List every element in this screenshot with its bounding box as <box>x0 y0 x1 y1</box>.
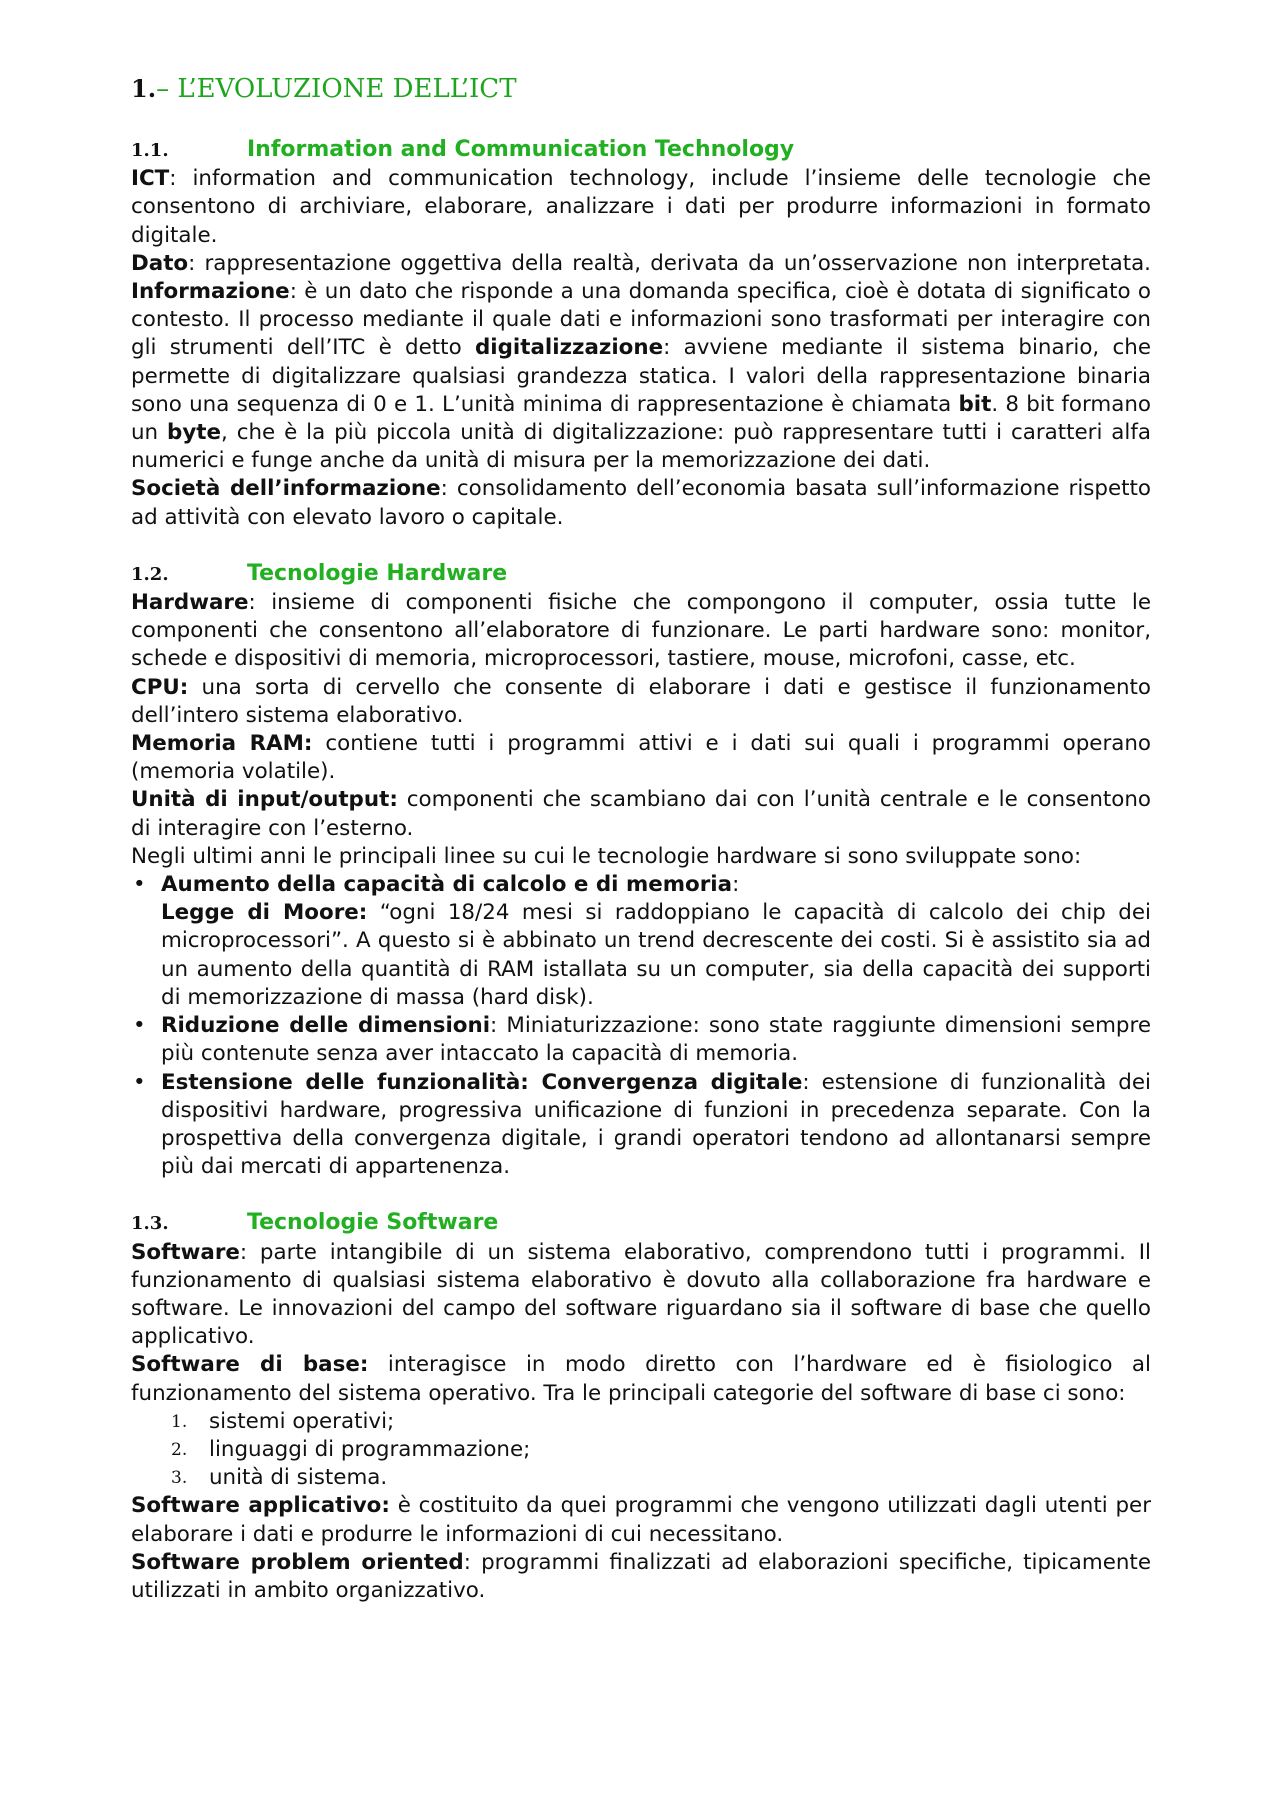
text-ram: contiene tutti i programmi attivi e i dati sui quali i programmi operano (memoria volatile). <box>131 731 1151 785</box>
list-item <box>171 1464 1151 1492</box>
text-informazione: : è un dato che risponde a una domanda specifica, cioè è dotata di significato o contesto. Il processo mediante il quale dati e informazioni sono trasformati per interagire con gli strumenti dell’ITC è detto <box>131 279 1151 361</box>
term-ict: ICT <box>131 166 170 192</box>
term-problem-oriented: Software problem oriented <box>131 1549 464 1575</box>
section-title: Information and Communication Technology <box>247 137 795 162</box>
text-cpu: una sorta di cervello che consente di elaborare i dati e gestisce il funzionamento dell’intero sistema elaborativo. <box>131 674 1151 728</box>
paragraph-ram <box>131 730 1151 786</box>
paragraph-software-base <box>131 1351 1151 1407</box>
list-item <box>171 1408 1151 1436</box>
text-software-base: interagisce in modo diretto con l’hardware ed è fisiologico al funzionamento del sistema operativo. Tra le principali categorie del software di base ci sono: <box>131 1352 1151 1406</box>
term-software: Software <box>131 1239 240 1265</box>
list-item <box>171 1436 1151 1464</box>
paragraph-hardware <box>131 589 1151 674</box>
term-byte: byte <box>167 420 222 446</box>
chapter-title: – L’EVOLUZIONE DELL’ICT <box>156 74 517 104</box>
term-bit: bit <box>958 391 992 417</box>
software-base-list <box>131 1408 1151 1493</box>
text-dato: : rappresentazione oggettiva della realtà, derivata da un’osservazione non interpretata. <box>188 250 1151 276</box>
section-number: 1.2. <box>131 563 169 585</box>
section-title: Tecnologie Hardware <box>247 560 508 586</box>
section-heading-1-1 <box>131 136 1151 165</box>
bullet-icon: • <box>133 1013 146 1039</box>
term-riduzione: Riduzione delle dimensioni <box>161 1013 491 1039</box>
chapter-heading <box>131 72 1151 106</box>
list-text: linguaggi di programmazione; <box>209 1436 531 1462</box>
text-applicativo: è costituito da quei programmi che vengono utilizzati dagli utenti per elaborare i dati e produrre le informazioni di cui necessitano. <box>131 1493 1152 1547</box>
text-byte: , che è la più piccola unità di digitalizzazione: può rappresentare tutti i caratteri alfa numerici e funge anche da unità di misura per la memorizzazione dei dati. <box>131 420 1152 474</box>
text-moore: “ogni 18/24 mesi si raddoppiano le capacità di calcolo dei chip dei microprocessori”. A questo si è abbinato un trend decrescente dei costi. Si è assistito sia ad un aumento della quantità di RAM istallata su un computer, sia della capacità dei supporti di memorizzazione di massa (hard disk). <box>161 900 1151 1010</box>
text-hardware: : insieme di componenti fisiche che compongono il computer, ossia tutte le componenti che consentono all’elaboratore di funzionare. Le parti hardware sono: monitor, schede e dispositivi di memoria, microprocessori, tastiere, mouse, microfoni, casse, etc. <box>131 590 1151 672</box>
section-number: 1.3. <box>131 1213 169 1235</box>
list-item <box>131 1012 1151 1068</box>
paragraph-ict <box>131 165 1151 250</box>
paragraph-problem-oriented <box>131 1549 1151 1605</box>
term-moore: Legge di Moore: <box>161 900 368 926</box>
chapter-number: 1. <box>131 74 157 103</box>
text-software: : parte intangibile di un sistema elaborativo, comprendono tutti i programmi. Il funzionamento di qualsiasi sistema elaborativo è dovuto alla collaborazione fra hardware e software. Le innovazioni del campo del software riguardano sia il software di base che quello applicativo. <box>131 1239 1151 1350</box>
text-societa: : consolidamento dell’economia basata sull’informazione rispetto ad attività con elevato lavoro o capitale. <box>131 476 1152 530</box>
term-applicativo: Software applicativo: <box>131 1493 390 1519</box>
term-cpu: CPU: <box>131 674 189 700</box>
text-io: componenti che scambiano dai con l’unità centrale e le consentono di interagire con l’esterno. <box>131 787 1151 841</box>
section-heading-1-2 <box>131 560 1151 589</box>
term-aumento: Aumento della capacità di calcolo e di memoria <box>161 872 733 898</box>
list-number: 2. <box>171 1439 188 1460</box>
text-problem-oriented: : programmi finalizzati ad elaborazioni specifiche, tipicamente utilizzati in ambito organizzativo. <box>131 1549 1151 1603</box>
paragraph-dato <box>131 250 1151 476</box>
text-colon: : <box>732 872 740 898</box>
list-text: unità di sistema. <box>209 1465 388 1491</box>
paragraph-software <box>131 1239 1151 1352</box>
term-societa: Società dell’informazione <box>131 476 441 502</box>
paragraph-applicativo <box>131 1492 1151 1548</box>
term-io: Unità di input/output: <box>131 787 398 813</box>
bullet-icon: • <box>133 1069 146 1095</box>
paragraph-hw-intro: Negli ultimi anni le principali linee su cui le tecnologie hardware si sono sviluppate sono: <box>131 843 1082 869</box>
paragraph-societa <box>131 475 1151 531</box>
section-number: 1.1. <box>131 140 169 161</box>
bullet-icon: • <box>133 872 146 898</box>
document-page <box>131 72 1151 1605</box>
section-heading-1-3 <box>131 1209 1151 1238</box>
hardware-trends-list <box>131 871 1151 1181</box>
list-item <box>131 871 1151 1012</box>
text-riduzione: : Miniaturizzazione: sono state raggiunte dimensioni sempre più contenute senza aver intaccato la capacità di memoria. <box>161 1013 1151 1067</box>
term-estensione: Estensione delle funzionalità: Convergenza digitale <box>161 1069 803 1095</box>
section-title: Tecnologie Software <box>247 1210 499 1236</box>
term-software-base: Software di base: <box>131 1352 369 1378</box>
text-digitalizzazione: : avviene mediante il sistema binario, che permette di digitalizzare qualsiasi grandezza statica. I valori della rappresentazione binaria sono una sequenza di 0 e 1. L’unità minima di rappresentazione è chiamata <box>131 335 1151 417</box>
list-item <box>131 1069 1151 1182</box>
list-number: 1. <box>171 1411 188 1432</box>
term-ram: Memoria RAM: <box>131 731 313 757</box>
list-number: 3. <box>171 1468 188 1489</box>
term-hardware: Hardware <box>131 590 249 616</box>
term-informazione: Informazione <box>131 279 290 305</box>
text-ict: : information and communication technology, include l’insieme delle tecnologie che consentono di archiviare, elaborare, analizzare i dati per produrre informazioni in formato digitale. <box>131 166 1151 248</box>
text-bit: . 8 bit formano un <box>131 391 1152 446</box>
text-estensione: : estensione di funzionalità dei dispositivi hardware, progressiva unificazione di funzioni in precedenza separate. Con la prospettiva della convergenza digitale, i grandi operatori tendono ad allontanarsi sempre più dai mercati di appartenenza. <box>161 1069 1151 1180</box>
term-dato: Dato <box>131 250 189 276</box>
term-digitalizzazione: digitalizzazione <box>474 335 664 361</box>
paragraph-io <box>131 786 1151 842</box>
list-text: sistemi operativi; <box>209 1408 395 1434</box>
paragraph-cpu <box>131 674 1151 730</box>
